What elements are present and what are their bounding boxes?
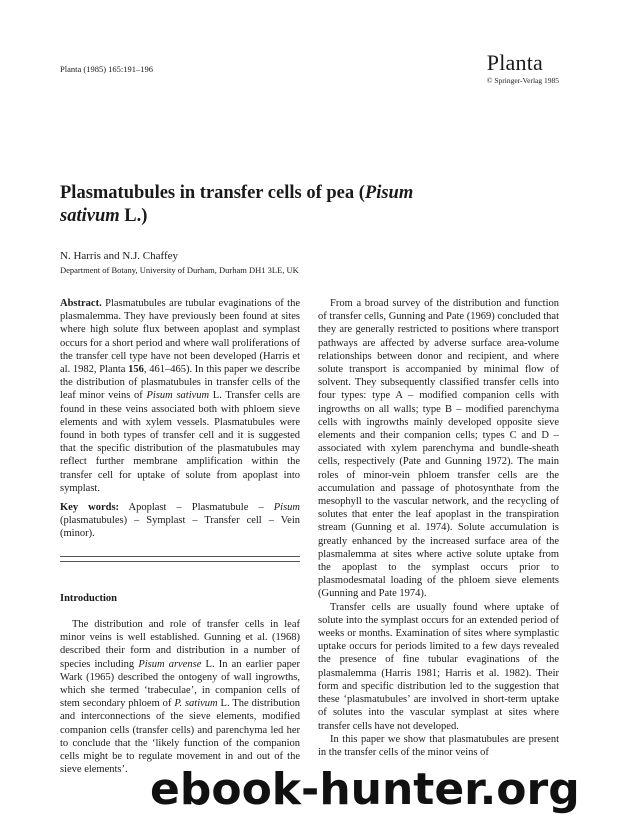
introduction-text [60, 618, 300, 776]
abstract-label: Abstract. [60, 298, 102, 309]
paragraph: Transfer cells are usually found where uptake of solute into the symplast occurs for an extended period of weeks or months. Examination of sites where symplastic uptake occurs for periods limited to a few days revealed the presence of fine tubular evaginations of the plasmalemma (Harris 1981; Harris et al. 1982). Their form and specific distribution led to the suggestion that these ‘plasmatubules’ are involved in short-term uptake of solutes into the vascular symplast at sites where transfer cells have not developed. [318, 601, 559, 732]
watermark: ebook-hunter.org [150, 764, 580, 815]
abstract: Abstract. Plasmatubules are tubular evaginations of the plasmalemma. They have previously been found at sites where high solute flux between apoplast and symplast occurs for a short period and where wall proliferations of the transfer cell type have not been developed (Harris et al. 1982, Planta 156, 461–465). In this paper we describe the distribution of plasmatubules in transfer cells of the leaf minor veins of Pisum sativum L. Transfer cells are found in these veins associated both with phloem sieve elements and with xylem vessels. Plasmatubules were found in both types of transfer cell and it is suggested that the specific distribution of the plasmatubules may reflect further membrane amplification within the transfer cell for uptake of solute from apoplast into symplast. [60, 298, 300, 494]
left-column [60, 297, 300, 541]
right-column [318, 297, 559, 759]
paragraph: From a broad survey of the distribution and function of transfer cells, Gunning and Pate (1969) concluded that they are generally restricted to positions where transport pathways are affected by adverse surface area-volume relationships between donor and recipient, and where solute transport is accompanied by minimal flow of solvent. They subsequently classified transfer cells into four types: type A – modified companion cells with ingrowths on all walls; type B – modified parenchyma cells with ingrowths mainly developed opposite sieve elements and their companion cells; types C and D – associated with xylem parenchyma and bundle-sheath cells, respectively (Pate and Gunning 1972). The main roles of minor-vein phloem transfer cells are the accumulation and passage of photosynthate from the mesophyll to the vascular network, and the recycling of solutes that enter the leaf apoplast in the transpiration stream (Gunning et al. 1974). Solute accumulation is greatly enhanced by the increased surface area of the plasmalemma at sites where active solute uptake from the apoplast to the symplast occurs prior to plasmodesmatal loading of the phloem sieve elements (Gunning and Pate 1974). [318, 298, 559, 600]
keywords-label: Key words: [60, 502, 120, 514]
section-divider [60, 556, 300, 557]
affiliation: Department of Botany, University of Durham, Durham DH1 3LE, UK [60, 265, 299, 275]
section-divider [60, 561, 300, 562]
article-title: Plasmatubules in transfer cells of pea (Pisum sativum L.) [60, 183, 414, 226]
paragraph: In this paper we show that plasmatubules are present in the transfer cells of the minor veins of [318, 733, 559, 758]
keywords: Key words: Apoplast – Plasmatubule – Pisum (plasmatubules) – Symplast – Transfer cell – Vein (minor). [60, 502, 300, 540]
introduction-heading: Introduction [60, 593, 117, 604]
journal-masthead [487, 52, 559, 85]
publisher-line: © Springer-Verlag 1985 [486, 76, 559, 85]
authors: N. Harris and N.J. Chaffey [60, 250, 179, 262]
journal-citation: Planta (1985) 165:191–196 [60, 64, 154, 74]
journal-name: Planta [486, 50, 543, 75]
intro-paragraph: The distribution and role of transfer cells in leaf minor veins is well established. Gunning et al. (1968) described their form and distribution in a number of species including Pisum arvense L. In an earlier paper Wark (1965) described the ontogeny of wall ingrowths, which she termed ‘trabeculae’, in companion cells of stem secondary phloem of P. sativum L. The distribution and interconnections of the sieve elements, modified companion cells (transfer cells) and parenchyma led her to conclude that the ‘likely function of the companion cells might be to regulate movement in and out of the sieve elements’. [60, 619, 301, 776]
